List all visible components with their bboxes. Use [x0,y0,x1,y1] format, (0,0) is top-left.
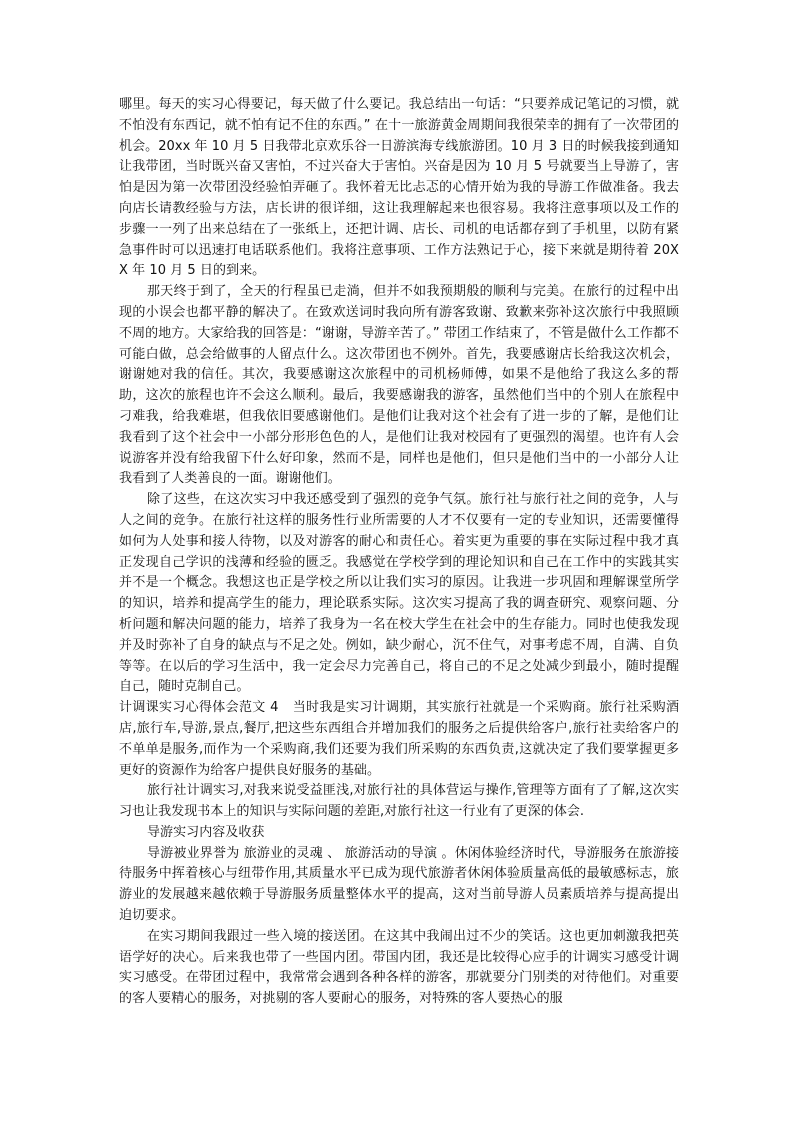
final-paragraph-2: 在实习期间我跟过一些入境的接送团。在这其中我闹出过不少的笑话。这也更加刺激我把英语学好的决心。后来我也带了一些国内团。带国内团，我还是比较得心应手的计调实习感受计调实习感受。在带团过程中，我常常会遇到各种各样的游客，那就要分门别类的对待他们。对重要的客人要精心的服务，对挑剔的客人要耐心的服务，对特殊的客人要热心的服 [119,928,679,1007]
paragraph-2: 那天终于到了，全天的行程虽已走淌，但并不如我预期般的顺利与完美。在旅行的过程中出现的小误会也都平静的解决了。在致欢送词时我向所有游客致谢、致歉来弥补这次旅行中我照顾不周的地方。大家给我的回答是：“谢谢，导游辛苦了。” 带团工作结束了，不管是做什么工作都不可能白做，总会给做事的人留点什么。这次带团也不例外。首先，我要感谢店长给我这次机会，谢谢她对我的信任。其次，我要感谢这次旅程中的司机杨师傅，如果不是他给了我这么多的帮助，这次的旅程也许不会这么顺利。最后，我要感谢我的游客，虽然他们当中的个别人在旅程中刁难我，给我难堪，但我依旧要感谢他们。是他们让我对这个社会有了进一步的了解，是他们让我看到了这个社会中一小部分形形色色的人，是他们让我对校园有了更强烈的渴望。也许有人会说游客并没有给我留下什么好印象，然而不是，同样也是他们，但只是他们当中的一小部分人让我看到了人类善良的一面。谢谢他们。 [119,284,679,487]
section-4-paragraph-2: 旅行社计调实习,对我来说受益匪浅,对旅行社的具体营运与操作,管理等方面有了了解,这次实习也让我发现书本上的知识与实际问题的差距,对旅行社这一行业有了更深的体会. [119,783,679,820]
section-4-first-paragraph [119,698,679,781]
paragraph-1: 哪里。每天的实习心得要记，每天做了什么要记。我总结出一句话：“只要养成记笔记的习惯，就不怕没有东西记，就不怕有记不住的东西。” 在十一旅游黄金周期间我很荣幸的拥有了一次带团的机会。20xx 年 10 月 5 日我带北京欢乐谷一日游滨海专线旅游团。10 月 3 日的时候我接到通知让我带团，当时既兴奋又害怕，不过兴奋大于害怕。兴奋是因为 10 月 5 号就要当上导游了，害怕是因为第一次带团没经验怕弄砸了。我怀着无比忐忑的心情开始为我的导游工作做准备。我去向店长请教经验与方法，店长讲的很详细，这让我理解起来也很容易。我将注意事项以及工作的步骤一一列了出来总结在了一张纸上，还把计调、店长、司机的电话都存到了手机里，以防有紧急事件时可以迅速打电话联系他们。我将注意事项、工作方法熟记于心，接下来就是期待着 20XX 年 10 月 5 日的到来。 [119,97,679,279]
paragraph-3: 除了这些，在这次实习中我还感受到了强烈的竞争气氛。旅行社与旅行社之间的竞争，人与人之间的竞争。在旅行社这样的服务性行业所需要的人才不仅要有一定的专业知识，还需要懂得如何为人处事和接人待物，以及对游客的耐心和责任心。着实更为重要的事在实际过程中我才真正发现自己学识的浅薄和经验的匮乏。我感觉在学校学到的理论知识和自己在工作中的实践其实并不是一个概念。我想这也正是学校之所以让我们实习的原因。让我进一步巩固和理解课堂所学的知识，培养和提高学生的能力，理论联系实际。这次实习提高了我的调查研究、观察问题、分析问题和解决问题的能力，培养了我身为一名在校大学生在社会中的生存能力。同时也使我发现并及时弥补了自身的缺点与不足之处。例如，缺少耐心，沉不住气，对事考虑不周，自满、自负等等。在以后的学习生活中，我一定会尽力完善自己，将自己的不足之处减少到最小，随时提醒自己，随时克制自己。 [119,492,679,695]
section-4-paragraph-1: 当时我是实习计调期，其实旅行社就是一个采购商。旅行社采购酒店,旅行车,导游,景点,餐厅,把这些东西组合并增加我们的服务之后提供给客户,旅行社卖给客户的不单单是服务,而作为一个采购商,我们还要为我们所采购的东西负责,这就决定了我们要掌握更多更好的资源作为给客户提供良好服务的基础。 [119,700,679,778]
subheading: 导游实习内容及收获 [147,824,265,840]
final-paragraph-1: 导游被业界誉为 旅游业的灵魂 、 旅游活动的导演 。休闲体验经济时代，导游服务在旅游接待服务中挥着核心与纽带作用,其质量水平已成为现代旅游者休闲体验质量高低的最敏感标志，旅游业的发展越来越依赖于导游服务质量整体水平的提高，这对当前导游人员素质培养与提高提出迫切要求。 [119,845,679,924]
document-page [119,95,679,1010]
section-4-heading: 计调课实习心得体会范文 4 [119,700,279,716]
